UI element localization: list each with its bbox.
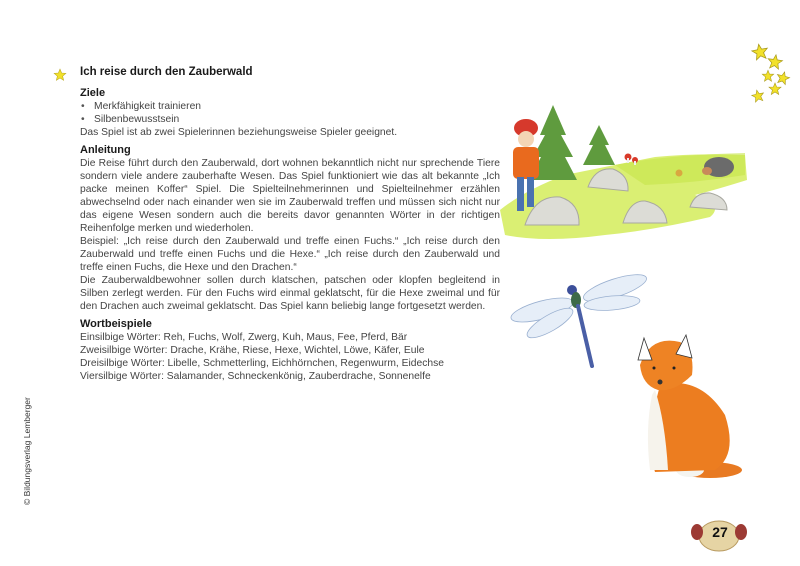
instructions-paragraph: Die Reise führt durch den Zauberwald, dort wohnen bekanntlich nicht nur sprechende Tiere sondern viele andere zauberhafte Wesen. Das Spiel funktioniert wie das alt bekannte „Ich packe meinen Koffer“ Spiel. Die Spielteilnehmerinnen und Spielteilnehmer erzählen abwechselnd oder nach einander wen sie im Zauberwald treffen und müssen sich nicht nur das eigene Wesen sondern auch die bereits davor genannten Wörter in der richtigen Reihenfolge merken und wiederholen.: [80, 158, 500, 234]
dragonfly-illustration: [510, 268, 650, 368]
star-cluster-icon: [745, 40, 795, 105]
example-paragraph: Beispiel: „Ich reise durch den Zauberwald und treffe einen Fuchs.“ „Ich reise durch den Zauberwald und treffe einen Fuchs und die Hexe.“ „Ich reise durch den Zauberwald und treffe einen Fuchs, die Hexe und den Drachen.“: [80, 236, 500, 273]
section-heading-wortbeispiele: Wortbeispiele: [80, 318, 152, 330]
word-example-line: Zweisilbige Wörter: Drache, Krähe, Riese, Hexe, Wichtel, Löwe, Käfer, Eule: [80, 345, 425, 356]
section-heading-anleitung: Anleitung: [80, 144, 131, 156]
player-note: Das Spiel ist ab zwei Spielerinnen beziehungsweise Spieler geeignet.: [80, 127, 398, 138]
word-example-line: Dreisilbige Wörter: Libelle, Schmetterling, Eichhörnchen, Regenwurm, Eidechse: [80, 358, 444, 369]
page-number-badge: [688, 512, 750, 554]
content-body: [80, 86, 500, 383]
copyright-notice: © Bildungsverlag Lemberger: [22, 397, 32, 505]
forest-scene-illustration: [495, 95, 750, 245]
star-icon: [53, 68, 67, 82]
word-example-line: Einsilbige Wörter: Reh, Fuchs, Wolf, Zwerg, Kuh, Maus, Fee, Pferd, Bär: [80, 332, 408, 343]
goal-item: • Merkfähigkeit trainieren: [80, 100, 500, 113]
goal-item: • Silbenbewusstsein: [80, 113, 500, 126]
syllable-paragraph: Die Zauberwaldbewohner sollen durch klatschen, patschen oder klopfen begleitend in Silben zerlegt werden. Für den Fuchs wird einmal geklatscht, für die Hexe zweimal und für den Drachen auch zweimal geklatscht. Das Spiel kann beliebig lange fortgesetzt werden.: [80, 275, 500, 312]
section-heading-ziele: Ziele: [80, 87, 106, 99]
page-number: 27: [712, 524, 728, 540]
page-title: Ich reise durch den Zauberwald: [80, 66, 253, 78]
goals-list: [80, 100, 500, 126]
fox-illustration: [630, 330, 745, 480]
word-example-line: Viersilbige Wörter: Salamander, Schneckenkönig, Zauberdrache, Sonnenelfe: [80, 371, 431, 382]
